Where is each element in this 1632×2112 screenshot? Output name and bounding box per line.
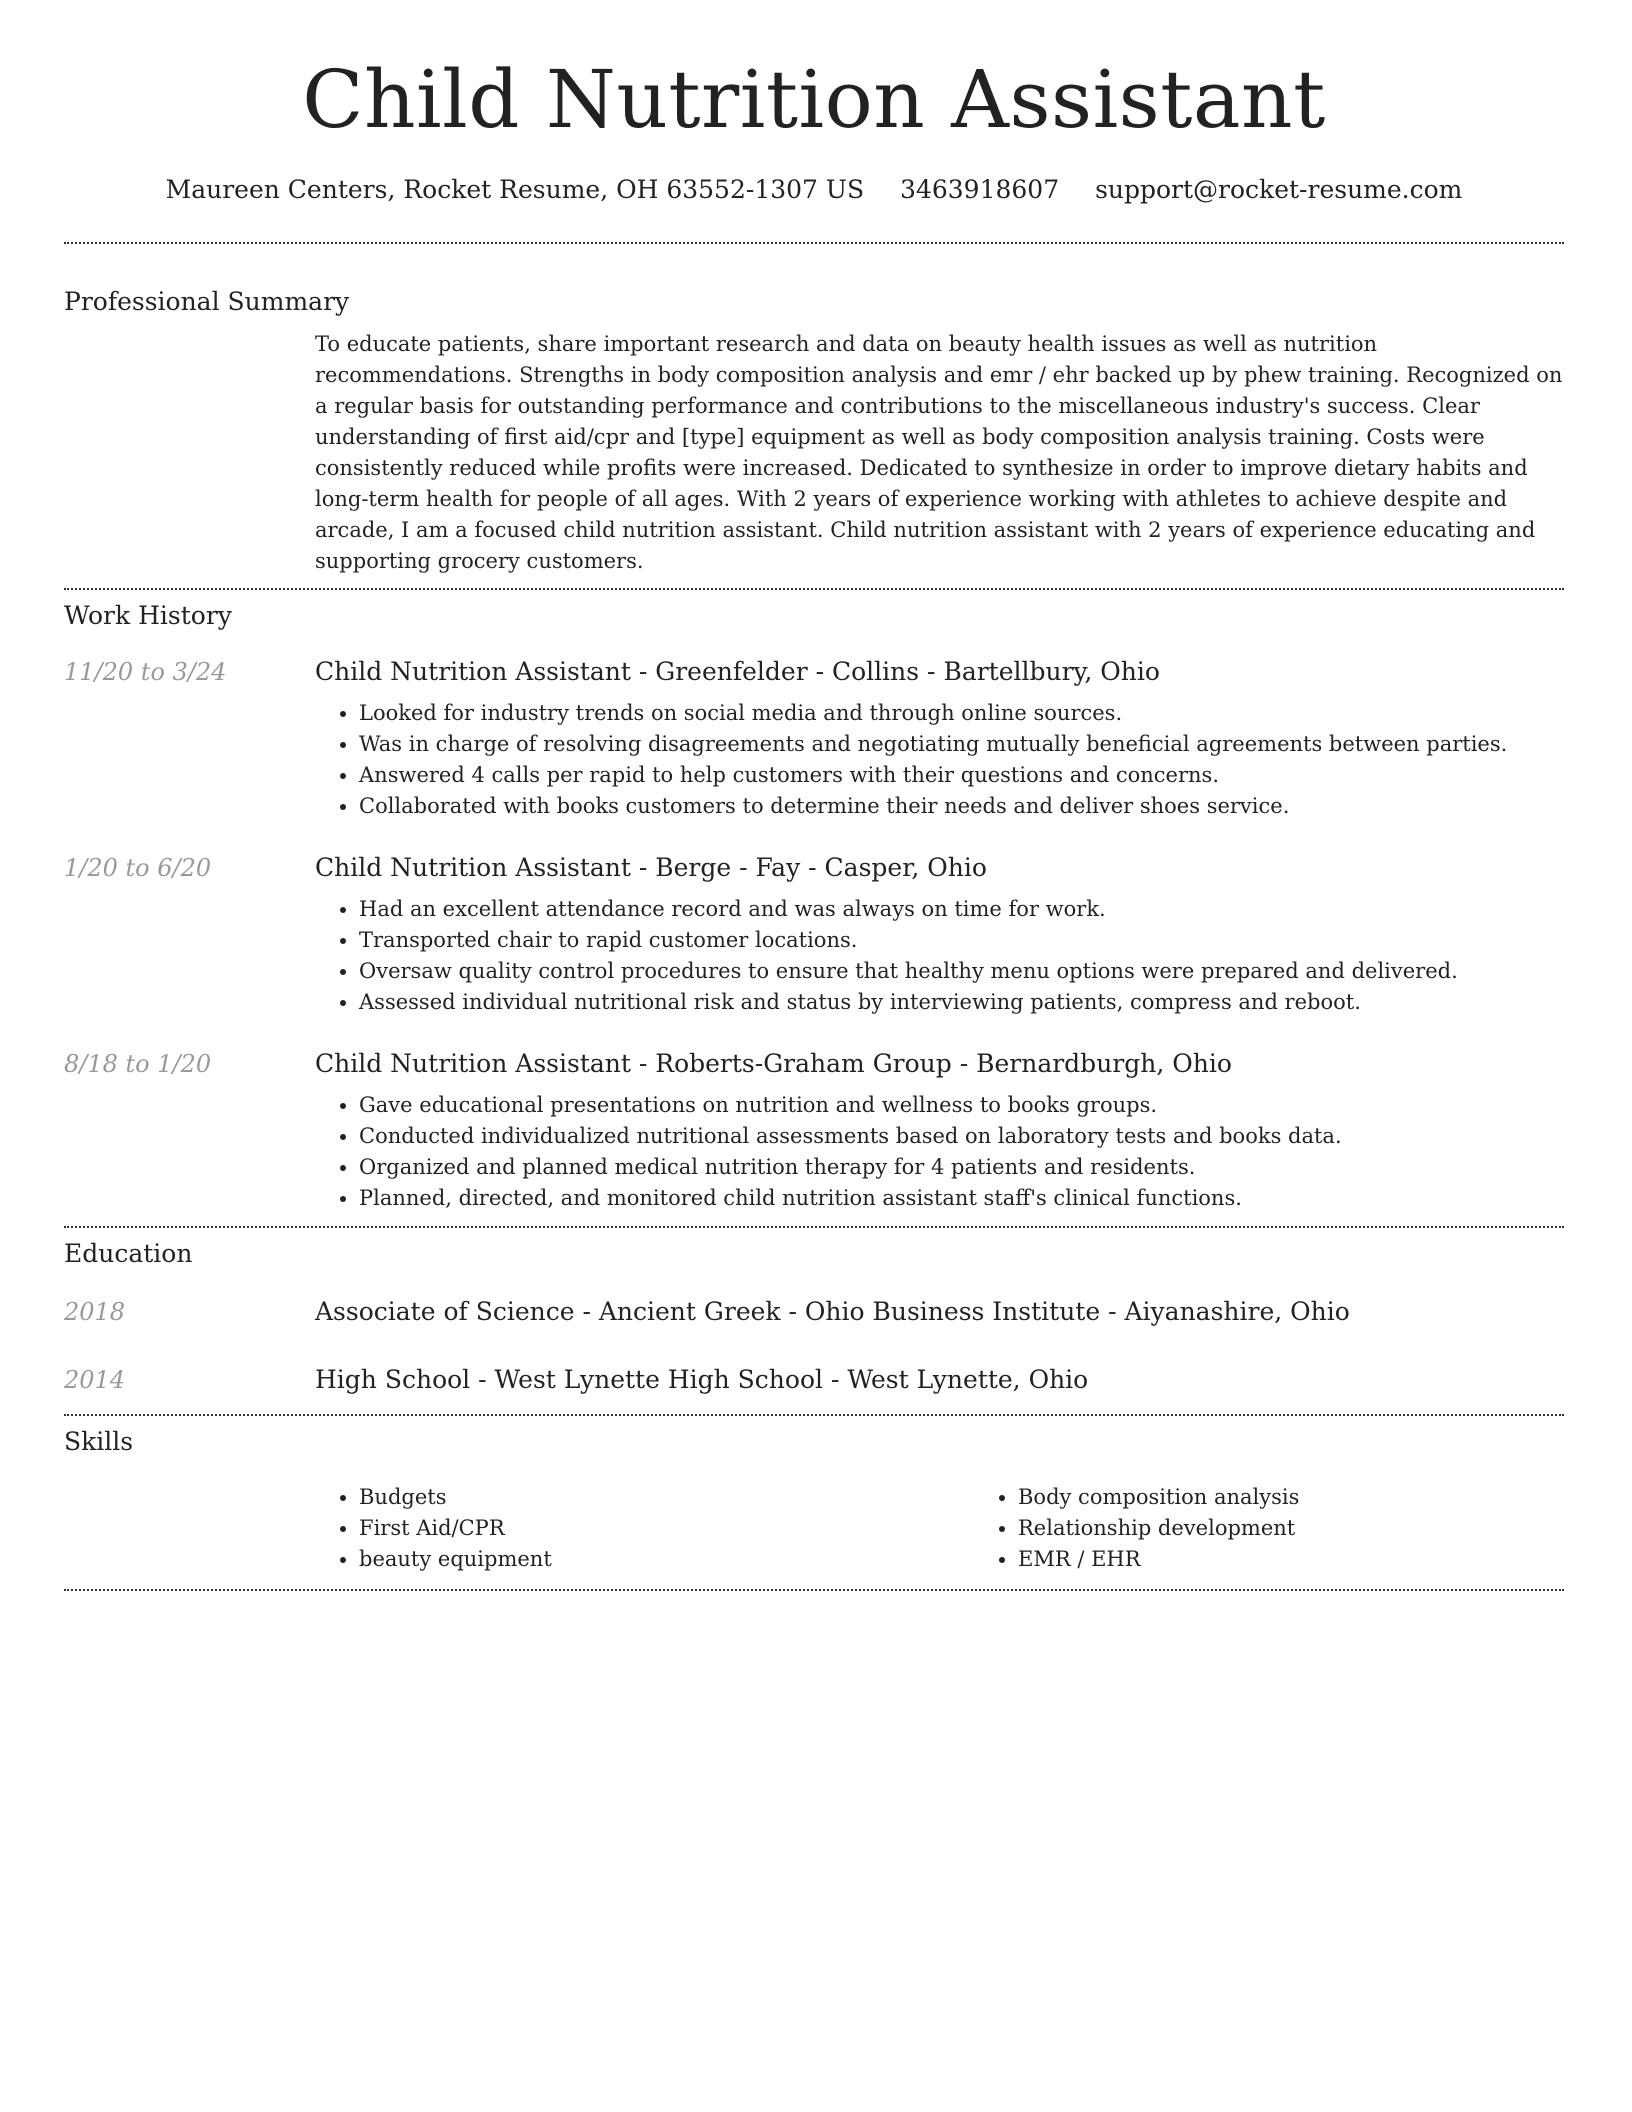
contact-email: support@rocket-resume.com [1095,175,1463,204]
resume-name: Child Nutrition Assistant [302,53,1326,146]
list-item: • Organized and planned medical nutrition therapy for 4 patients and residents. [359,1152,1564,1183]
list-item: • Answered 4 calls per rapid to help customers with their questions and concerns. [359,760,1564,791]
education-degree: High School [315,1365,471,1394]
list-item: • Was in charge of resolving disagreements and negotiating mutually beneficial agreements between parties. [359,729,1564,760]
education-degree: Associate of Science - Ancient Greek [315,1297,781,1326]
skill-item: • EMR / EHR [1018,1544,1632,1575]
contact-phone: 3463918607 [900,175,1060,204]
job-dates: 8/18 to 1/20 [64,1050,212,1078]
work-section-title: Work History [64,601,232,630]
divider [64,1414,1564,1416]
job-dates: 1/20 to 6/20 [64,854,212,882]
job-entry [64,852,1564,1018]
job-bullets [315,1090,1564,1214]
skill-item: • Body composition analysis [1018,1482,1632,1513]
skills-list-right [974,1482,1632,1575]
job-heading: Child Nutrition Assistant - Berge - Fay - Casper, Ohio [315,853,987,882]
job-bullets [315,894,1564,1018]
skill-item: • Budgets [359,1482,974,1513]
job-entry [64,656,1564,822]
skill-item: • Relationship development [1018,1513,1632,1544]
divider [64,1226,1564,1228]
skill-item: • First Aid/CPR [359,1513,974,1544]
summary-section-title: Professional Summary [64,287,350,316]
divider [64,242,1564,244]
job-heading: Child Nutrition Assistant - Roberts-Graham Group - Bernardburgh, Ohio [315,1049,1232,1078]
list-item: • Looked for industry trends on social media and through online sources. [359,698,1564,729]
list-item: • Assessed individual nutritional risk and status by interviewing patients, compress and reboot. [359,987,1564,1018]
education-entry [64,1296,1564,1328]
list-item: • Conducted individualized nutritional assessments based on laboratory tests and books data. [359,1121,1564,1152]
list-item: • Collaborated with books customers to determine their needs and deliver shoes service. [359,791,1564,822]
skills-list-left [315,1482,974,1575]
skills-grid [315,1482,1632,1575]
list-item: • Had an excellent attendance record and was always on time for work. [359,894,1564,925]
education-entry [64,1364,1564,1396]
job-entry [64,1048,1564,1214]
job-dates: 11/20 to 3/24 [64,658,227,686]
list-item: • Planned, directed, and monitored child nutrition assistant staff's clinical functions. [359,1183,1564,1214]
contact-address: Maureen Centers, Rocket Resume, OH 63552-1307 US [165,175,865,204]
divider [64,1589,1564,1591]
education-year: 2018 [64,1298,126,1326]
divider [64,588,1564,590]
education-year: 2014 [64,1366,126,1394]
skill-item: • beauty equipment [359,1544,974,1575]
education-details: - Ohio Business Institute - Aiyanashire, Ohio [780,1297,1350,1326]
list-item: • Transported chair to rapid customer locations. [359,925,1564,956]
education-details: - West Lynette High School - West Lynette, Ohio [470,1365,1089,1394]
list-item: • Gave educational presentations on nutrition and wellness to books groups. [359,1090,1564,1121]
job-bullets [315,698,1564,822]
education-heading [315,1296,1564,1328]
list-item: • Oversaw quality control procedures to ensure that healthy menu options were prepared and delivered. [359,956,1564,987]
skills-section-title: Skills [64,1427,134,1456]
contact-line [64,174,1564,206]
job-heading: Child Nutrition Assistant - Greenfelder - Collins - Bartellbury, Ohio [315,657,1160,686]
education-section-title: Education [64,1239,193,1268]
summary-text: To educate patients, share important research and data on beauty health issues as well as nutrition recommendations. Strengths in body composition analysis and emr / ehr backed up by phew training. Recognized on a regular basis for outstanding performance and contributions to the miscellaneous industry's success. Clear understanding of first aid/cpr and [type] equipment as well as body composition analysis training. Costs were consistently reduced while profits were increased. Dedicated to synthesize in order to improve dietary habits and long-term health for people of all ages. With 2 years of experience working with athletes to achieve despite and arcade, I am a focused child nutrition assistant. Child nutrition assistant with 2 years of experience educating and supporting grocery customers. [315,332,1563,573]
education-heading [315,1364,1564,1396]
